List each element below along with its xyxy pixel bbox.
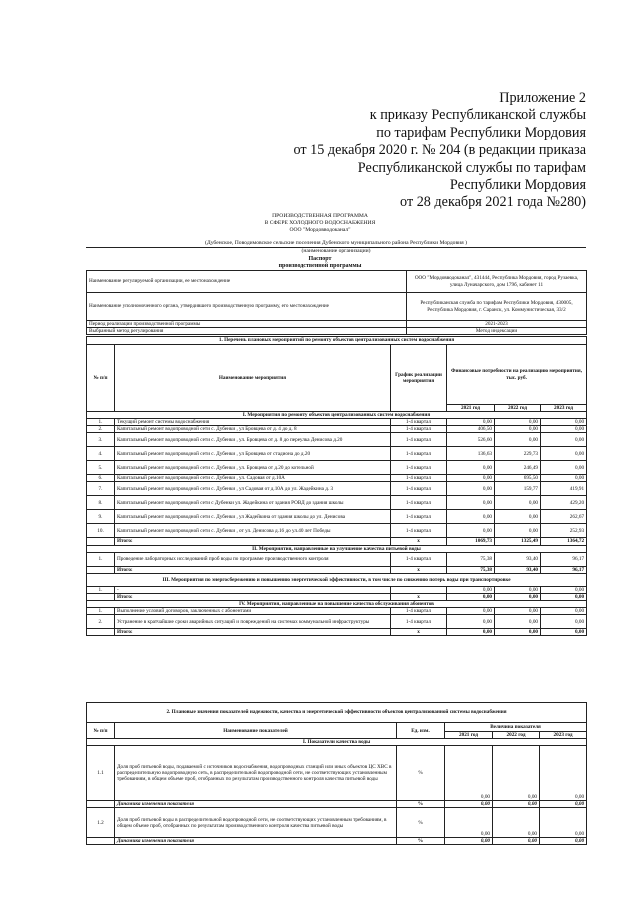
value-2021: 0,00: [445, 808, 493, 838]
info-label: Выбранный метод регулирования: [87, 328, 407, 335]
measure-name: Текущий ремонт системы водоснабжения: [115, 419, 391, 426]
measure-name: Капитальный ремонт водопроводной сети с. Дубенки , ул Бровцева от д. 4 до д. 8: [115, 426, 391, 433]
measure-name: Выполнение условий договоров, заключенных с абонентами: [115, 608, 391, 615]
appendix-line: Республиканской службы по тарифам: [357, 159, 586, 176]
schedule: 1-4 квартал: [391, 615, 447, 629]
value-2021: 0,00: [447, 608, 495, 615]
value-2021: 0,00: [447, 524, 495, 538]
info-label: Наименование регулируемой организации, ее местонахождение: [87, 271, 407, 293]
program-company: ООО "Мордовводоканал": [289, 227, 351, 233]
table-row: [87, 433, 587, 447]
value-2021: 406,50: [447, 426, 495, 433]
measure-name: Капитальный ремонт водопроводной сети с. Дубенки , ул Жадейкина от здания школы до ул. Денисова: [115, 510, 391, 524]
empty-cell: [87, 566, 115, 573]
value-2023: 0,00: [541, 461, 587, 475]
value-2022: 246,49: [495, 461, 541, 475]
value-2023: 0,00: [541, 433, 587, 447]
measure-name: Капитальный ремонт водопроводной сети с. Дубенки , ул. Садовая от д.10А: [115, 475, 391, 482]
schedule: 1-4 квартал: [391, 496, 447, 510]
value-2023: 0,00: [540, 801, 587, 808]
row-number: 1.1: [87, 746, 115, 801]
schedule: 1-4 квартал: [391, 447, 447, 461]
table-row: [87, 482, 587, 496]
indicator-name: Доля проб питьевой воды в распределительной водопроводной сети, не соответствующих установленным требованиям, в общем объеме проб, отобранных по результатам производственного контроля качества питьевой воды: [115, 808, 397, 838]
table-row: [87, 475, 587, 482]
info-value: ООО "Мордовводоканал", 431444, Республика Мордовия, город Рузаевка, улица Луначарского, дом 179б, кабинет 11: [407, 271, 587, 293]
row-number: 10.: [87, 524, 115, 538]
program-subtitle: В СФЕРЕ ХОЛОДНОГО ВОДОСНАБЖЕНИЯ: [264, 220, 376, 226]
measure-name: Капитальный ремонт водопроводной сети с. Дубенки , ул. Бровцева от д.20 до котельной: [115, 461, 391, 475]
schedule: 1-4 квартал: [391, 482, 447, 496]
total-x: х: [391, 629, 447, 636]
value-2023: 0,00: [541, 419, 587, 426]
appendix-line: от 15 декабря 2020 г. № 204 (в редакции приказа: [293, 142, 586, 159]
value-2021: 0,00: [447, 615, 495, 629]
measure-name: Капитальный ремонт водопроводной сети с. Дубенки , от ул. Денисова д.16 до ул.40 лет Победы: [115, 524, 391, 538]
organization-caption: (наименование организации): [301, 248, 371, 254]
header-schedule: График реализации мероприятия: [391, 345, 447, 412]
appendix-line: к приказу Республиканской службы: [369, 107, 586, 124]
appendix-line: Республики Мордовия: [449, 177, 586, 194]
row-number: 1.: [87, 608, 115, 615]
schedule: 1-4 квартал: [391, 475, 447, 482]
value-2021: 0,00: [447, 482, 495, 496]
value-2023: 0,00: [541, 447, 587, 461]
value-2022: 695,50: [495, 475, 541, 482]
schedule: 1-4 квартал: [391, 419, 447, 426]
empty-cell: [87, 593, 115, 600]
value-2022: 0,00: [495, 608, 541, 615]
value-2023: 0,00: [541, 586, 587, 593]
header-financing: Финансовые потребности на реализацию мероприятия, тыс. руб.: [447, 345, 587, 405]
header-value: Величина показателя: [445, 723, 587, 732]
program-title: ПРОИЗВОДСТВЕННАЯ ПРОГРАММА: [272, 213, 368, 219]
schedule: 1-4 квартал: [391, 461, 447, 475]
total-label: Итого:: [115, 566, 391, 573]
value-2022: 0,00: [493, 808, 540, 838]
table-row: [87, 510, 587, 524]
table-row: [87, 615, 587, 629]
header-year: 2023 год: [540, 732, 587, 739]
row-number: 1.: [87, 586, 115, 593]
info-value: Республиканская служба по тарифам Республики Мордовия, 430005, Республика Мордовия, г. Саранск, ул. Коммунистическая, 33/2: [407, 293, 587, 321]
appendix-line: от 28 декабря 2021 года №280): [400, 194, 586, 211]
appendix-heading: [166, 90, 586, 212]
dynamics-label: Динамика изменения показателя: [115, 801, 397, 808]
row-number: 2.: [87, 426, 115, 433]
measure-name: Капитальный ремонт водопроводной сети с. Дубенки , ул Садовая от д.10А до ул. Жадейкина д. 3: [115, 482, 391, 496]
section-heading: III. Мероприятия по энергосбережению и повышению энергетической эффективности, в том числе по снижению потерь воды при транспортировке: [87, 573, 587, 586]
value-2021: 0,00: [447, 419, 495, 426]
header-year: 2021 год: [445, 732, 493, 739]
schedule: 1-4 квартал: [391, 552, 447, 566]
total-x: х: [391, 566, 447, 573]
value-2023: 0,00: [541, 608, 587, 615]
row-number: 3.: [87, 433, 115, 447]
row-number: 7.: [87, 482, 115, 496]
value-2022: 0,00: [493, 801, 540, 808]
unit: %: [397, 808, 445, 838]
row-number: 6.: [87, 475, 115, 482]
schedule: 1-4 квартал: [391, 426, 447, 433]
row-number: 5.: [87, 461, 115, 475]
section-heading: I. Мероприятия по ремонту объектов централизованных систем водоснабжения: [87, 412, 587, 419]
header-unit: Ед. изм.: [397, 723, 445, 739]
table-row: [87, 461, 587, 475]
measure-name: Проведение лабораторных исследований проб воды по программе производственного контроля: [115, 552, 391, 566]
table2-title: 2. Плановые значения показателей надежности, качества и энергетической эффективности объектов централизованной системы водоснабжения: [87, 703, 587, 723]
header-indicator: Наименование показателей: [115, 723, 397, 739]
value-2021: 0,00: [447, 586, 495, 593]
table1-title: 1. Перечень плановых мероприятий по ремонту объектов централизованных систем водоснабжения: [87, 337, 587, 345]
value-2022: 159,77: [495, 482, 541, 496]
info-label: Период реализации производственной программы: [87, 321, 407, 328]
value-2023: 262,67: [541, 510, 587, 524]
total-value: 0,00: [541, 593, 587, 600]
header-num: № п/п: [87, 723, 115, 739]
row-number: 4.: [87, 447, 115, 461]
schedule: 1-4 квартал: [391, 608, 447, 615]
section4-rows: [87, 608, 587, 629]
total-x: х: [391, 538, 447, 545]
value-2022: 0,00: [495, 510, 541, 524]
section-heading: I. Показатели качества воды: [87, 739, 587, 746]
value-2021: 0,00: [447, 496, 495, 510]
value-2022: 0,00: [493, 746, 540, 801]
total-value: 1364,72: [541, 538, 587, 545]
info-value: Метод индексации: [407, 328, 587, 335]
section1-rows: [87, 419, 587, 538]
table-row: [87, 496, 587, 510]
appendix-line: по тарифам Республики Мордовия: [376, 124, 586, 141]
passport-subtitle: производственной программы: [278, 263, 362, 269]
value-2022: 0,00: [495, 426, 541, 433]
info-value: 2021-2023: [407, 321, 587, 328]
value-2023: 0,00: [541, 426, 587, 433]
unit: %: [397, 746, 445, 801]
value-2023: 0,00: [540, 746, 587, 801]
value-2021: 0,00: [447, 461, 495, 475]
measure-name: -: [115, 586, 391, 593]
schedule: 1-4 квартал: [391, 510, 447, 524]
value-2023: 0,00: [540, 838, 587, 845]
empty-cell: [87, 801, 115, 808]
row-number: 8.: [87, 496, 115, 510]
value-2022: 0,00: [495, 496, 541, 510]
total-x: х: [391, 593, 447, 600]
total-value: 0,00: [541, 629, 587, 636]
value-2021: 0,00: [445, 746, 493, 801]
total-value: 93,40: [495, 566, 541, 573]
total-value: 0,00: [447, 629, 495, 636]
measure-name: Капитальный ремонт водопроводной сети с. Дубенки , ул. Бровцева от д. 8 до переулка Денисова д.20: [115, 433, 391, 447]
measure-name: Капитальный ремонт водопроводной сети с Дубенки ул. Жадейкина от здания РОВД до здания школы: [115, 496, 391, 510]
value-2022: 0,00: [495, 586, 541, 593]
value-2023: 252,93: [541, 524, 587, 538]
table-row: [87, 447, 587, 461]
table-row: [87, 426, 587, 433]
total-value: 0,00: [495, 629, 541, 636]
value-2023: 0,00: [540, 808, 587, 838]
total-label: Итого:: [115, 538, 391, 545]
total-value: 1325,49: [495, 538, 541, 545]
empty-cell: [87, 838, 115, 845]
schedule: [391, 586, 447, 593]
value-2021: 0,00: [445, 801, 493, 808]
indicators-table: [86, 702, 587, 845]
section-heading: II. Мероприятия, направленные на улучшение качества питьевой воды: [87, 545, 587, 552]
row-number: 1.: [87, 419, 115, 426]
section-heading: IV. Мероприятия, направленные на повышение качества обслуживания абонентов: [87, 600, 587, 607]
value-2022: 0,00: [495, 433, 541, 447]
appendix-line: Приложение 2: [499, 90, 586, 106]
schedule: 1-4 квартал: [391, 433, 447, 447]
value-2021: 0,00: [445, 838, 493, 845]
total-value: 75,38: [447, 566, 495, 573]
total-value: 0,00: [495, 593, 541, 600]
table-row: [87, 419, 587, 426]
indicator-name: Доля проб питьевой воды, подаваемой с источников водоснабжения, водопроводных станций или иных объектов ЦС ХВС в распределительную водопроводную сеть, в распределительной водопроводной сети, не соответствующих установленным требованиям, в общем объеме проб, отобранных по результатам производственного контроля качества питьевой воды: [115, 746, 397, 801]
empty-cell: [87, 629, 115, 636]
row-number: 2.: [87, 615, 115, 629]
total-value: 1069,73: [447, 538, 495, 545]
value-2023: 0,00: [541, 475, 587, 482]
header-year: 2023 год: [541, 405, 587, 412]
info-label: Наименование уполномоченного органа, утвердившего производственную программу, его местонахождение: [87, 293, 407, 321]
value-2022: 0,00: [495, 615, 541, 629]
value-2021: 0,00: [447, 475, 495, 482]
row-number: 1.2: [87, 808, 115, 838]
value-2023: 96,17: [541, 552, 587, 566]
total-value: 0,00: [447, 593, 495, 600]
measure-name: Устранение в кратчайшие сроки аварийных ситуаций и повреждений на системах коммунальной инфраструктуры: [115, 615, 391, 629]
header-measure: Наименование мероприятия: [115, 345, 391, 412]
value-2021: 526,60: [447, 433, 495, 447]
row-number: 9.: [87, 510, 115, 524]
row-number: 1.: [87, 552, 115, 566]
passport-title: Паспорт: [308, 256, 332, 262]
table-row: [87, 608, 587, 615]
value-2023: 0,00: [541, 615, 587, 629]
value-2023: 419,91: [541, 482, 587, 496]
organization-name: (Дубенское, Поводимовское сельские поселения Дубенского муниципального района Республики Мордовия ): [205, 240, 467, 246]
dynamics-label: Динамика изменения показателя: [115, 838, 397, 845]
table-row: [87, 524, 587, 538]
measure-name: Капитальный ремонт водопроводной сети с. Дубенки , ул Бровцева от стадиона до д.20: [115, 447, 391, 461]
header-year: 2021 год: [447, 405, 495, 412]
value-2022: 229,73: [495, 447, 541, 461]
total-value: 96,17: [541, 566, 587, 573]
value-2022: 0,00: [495, 524, 541, 538]
total-label: Итого:: [115, 593, 391, 600]
unit: %: [397, 838, 445, 845]
header-year: 2022 год: [493, 732, 540, 739]
value-2022: 0,00: [495, 419, 541, 426]
header-year: 2022 год: [495, 405, 541, 412]
value-2021: 75,38: [447, 552, 495, 566]
total-label: Итого:: [115, 629, 391, 636]
value-2022: 0,00: [493, 838, 540, 845]
repair-measures-table: [86, 336, 587, 636]
empty-cell: [87, 538, 115, 545]
header-num: № п/п: [87, 345, 115, 412]
unit: %: [397, 801, 445, 808]
value-2021: 0,00: [447, 510, 495, 524]
value-2023: 429,20: [541, 496, 587, 510]
value-2022: 93,40: [495, 552, 541, 566]
value-2021: 136,63: [447, 447, 495, 461]
schedule: 1-4 квартал: [391, 524, 447, 538]
passport-table: [86, 270, 587, 335]
